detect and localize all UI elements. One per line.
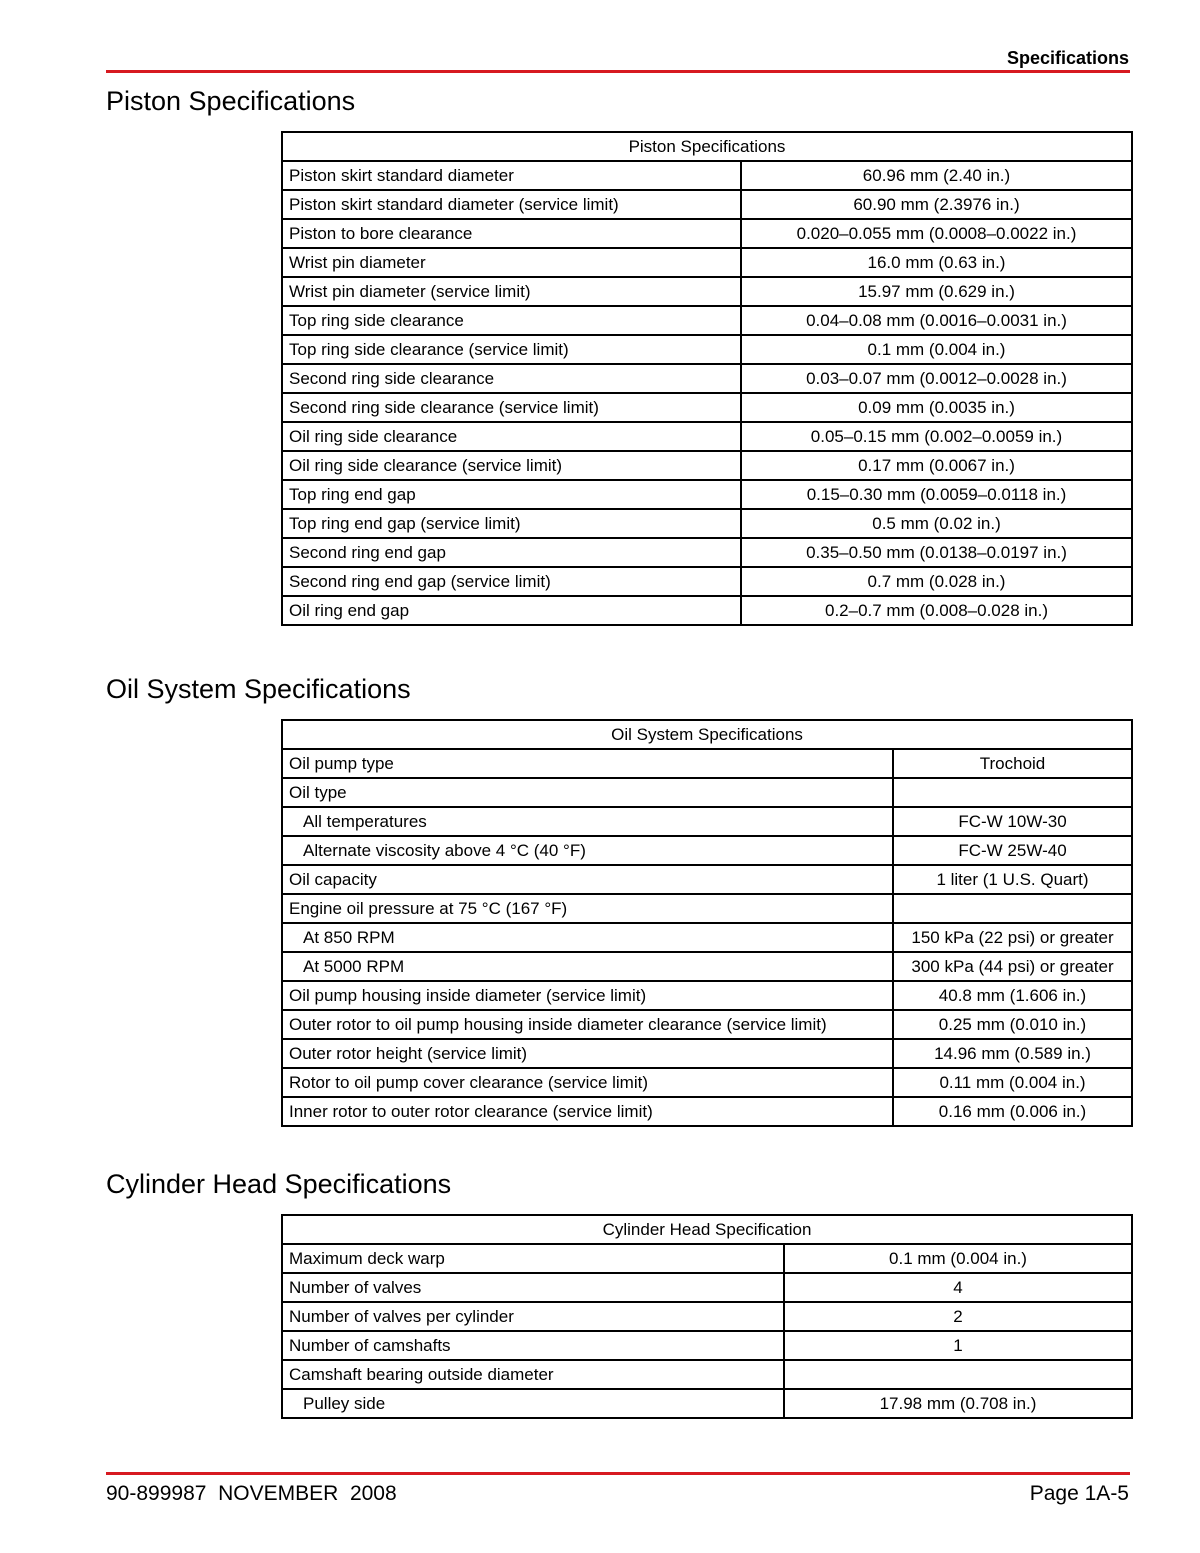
table-row [282, 422, 1132, 451]
spec-label: Maximum deck warp [282, 1244, 784, 1273]
table-row [282, 1010, 1132, 1039]
spec-label: Number of valves [282, 1273, 784, 1302]
spec-value: 0.15–0.30 mm (0.0059–0.0118 in.) [741, 480, 1132, 509]
table-row [282, 306, 1132, 335]
table-row [282, 807, 1132, 836]
spec-label: Camshaft bearing outside diameter [282, 1360, 784, 1389]
spec-value: 0.16 mm (0.006 in.) [893, 1097, 1132, 1126]
spec-value: 0.1 mm (0.004 in.) [784, 1244, 1132, 1273]
spec-value: 0.03–0.07 mm (0.0012–0.0028 in.) [741, 364, 1132, 393]
table-row [282, 161, 1132, 190]
table-row [282, 923, 1132, 952]
oil-system-spec-table [281, 719, 1133, 1127]
spec-label: Wrist pin diameter (service limit) [282, 277, 741, 306]
table-row [282, 1039, 1132, 1068]
table-row [282, 1068, 1132, 1097]
spec-label: Second ring end gap [282, 538, 741, 567]
table-header-row [282, 1215, 1132, 1244]
spec-value: 0.05–0.15 mm (0.002–0.0059 in.) [741, 422, 1132, 451]
spec-value: 2 [784, 1302, 1132, 1331]
spec-label: Oil pump housing inside diameter (service limit) [282, 981, 893, 1010]
spec-label: Pulley side [282, 1389, 784, 1418]
spec-label: Number of camshafts [282, 1331, 784, 1360]
spec-label: Oil pump type [282, 749, 893, 778]
table-row [282, 277, 1132, 306]
spec-value: 15.97 mm (0.629 in.) [741, 277, 1132, 306]
table-header-row [282, 720, 1132, 749]
spec-label: Top ring side clearance [282, 306, 741, 335]
spec-value: 150 kPa (22 psi) or greater [893, 923, 1132, 952]
table-row [282, 778, 1132, 807]
spec-label: All temperatures [282, 807, 893, 836]
spec-value: 1 [784, 1331, 1132, 1360]
table-header-row [282, 132, 1132, 161]
table-row [282, 1360, 1132, 1389]
table-row [282, 1302, 1132, 1331]
section-title-oil-system: Oil System Specifications [106, 674, 411, 704]
spec-label: Second ring side clearance (service limit) [282, 393, 741, 422]
spec-label: Outer rotor to oil pump housing inside diameter clearance (service limit) [282, 1010, 893, 1039]
table-header: Cylinder Head Specification [282, 1215, 1132, 1244]
spec-value [784, 1360, 1132, 1389]
table-row [282, 480, 1132, 509]
header-rule [106, 70, 1130, 73]
table-row [282, 567, 1132, 596]
spec-label: At 5000 RPM [282, 952, 893, 981]
spec-value: 0.09 mm (0.0035 in.) [741, 393, 1132, 422]
spec-value: 0.04–0.08 mm (0.0016–0.0031 in.) [741, 306, 1132, 335]
footer-rule [106, 1472, 1130, 1475]
spec-value: Trochoid [893, 749, 1132, 778]
spec-value: FC-W 10W-30 [893, 807, 1132, 836]
spec-label: Oil capacity [282, 865, 893, 894]
cylinder-head-spec-table [281, 1214, 1133, 1419]
table-row [282, 219, 1132, 248]
footer-page-number: Page 1A-5 [1029, 1482, 1129, 1505]
table-row [282, 1244, 1132, 1273]
spec-label: Inner rotor to outer rotor clearance (service limit) [282, 1097, 893, 1126]
spec-value: 0.020–0.055 mm (0.0008–0.0022 in.) [741, 219, 1132, 248]
spec-value: 17.98 mm (0.708 in.) [784, 1389, 1132, 1418]
spec-label: Oil ring end gap [282, 596, 741, 625]
section-title-piston: Piston Specifications [106, 86, 356, 116]
table-row [282, 836, 1132, 865]
spec-label: Rotor to oil pump cover clearance (service limit) [282, 1068, 893, 1097]
spec-value: 60.90 mm (2.3976 in.) [741, 190, 1132, 219]
spec-label: Alternate viscosity above 4 °C (40 °F) [282, 836, 893, 865]
spec-value: 0.5 mm (0.02 in.) [741, 509, 1132, 538]
spec-value: 16.0 mm (0.63 in.) [741, 248, 1132, 277]
spec-value: 0.7 mm (0.028 in.) [741, 567, 1132, 596]
table-row [282, 749, 1132, 778]
table-row [282, 451, 1132, 480]
spec-label: Wrist pin diameter [282, 248, 741, 277]
spec-value [893, 778, 1132, 807]
spec-value: 0.17 mm (0.0067 in.) [741, 451, 1132, 480]
spec-value: 0.11 mm (0.004 in.) [893, 1068, 1132, 1097]
spec-label: Top ring end gap [282, 480, 741, 509]
table-row [282, 981, 1132, 1010]
table-row [282, 1331, 1132, 1360]
spec-label: Oil ring side clearance (service limit) [282, 451, 741, 480]
spec-label: Piston skirt standard diameter (service limit) [282, 190, 741, 219]
running-header: Specifications [1006, 48, 1129, 68]
spec-label: Piston to bore clearance [282, 219, 741, 248]
table-header: Piston Specifications [282, 132, 1132, 161]
table-row [282, 335, 1132, 364]
spec-value: FC-W 25W-40 [893, 836, 1132, 865]
spec-value: 0.35–0.50 mm (0.0138–0.0197 in.) [741, 538, 1132, 567]
spec-label: Oil type [282, 778, 893, 807]
spec-value [893, 894, 1132, 923]
spec-value: 60.96 mm (2.40 in.) [741, 161, 1132, 190]
spec-label: Second ring end gap (service limit) [282, 567, 741, 596]
spec-value: 0.25 mm (0.010 in.) [893, 1010, 1132, 1039]
spec-label: Top ring side clearance (service limit) [282, 335, 741, 364]
table-header: Oil System Specifications [282, 720, 1132, 749]
table-row [282, 509, 1132, 538]
table-row [282, 865, 1132, 894]
table-row [282, 364, 1132, 393]
table-row [282, 1097, 1132, 1126]
spec-value: 0.2–0.7 mm (0.008–0.028 in.) [741, 596, 1132, 625]
spec-label: Engine oil pressure at 75 °C (167 °F) [282, 894, 893, 923]
spec-label: Piston skirt standard diameter [282, 161, 741, 190]
spec-label: Second ring side clearance [282, 364, 741, 393]
spec-value: 0.1 mm (0.004 in.) [741, 335, 1132, 364]
table-row [282, 248, 1132, 277]
table-row [282, 952, 1132, 981]
spec-value: 4 [784, 1273, 1132, 1302]
spec-value: 40.8 mm (1.606 in.) [893, 981, 1132, 1010]
spec-label: Outer rotor height (service limit) [282, 1039, 893, 1068]
spec-label: Number of valves per cylinder [282, 1302, 784, 1331]
footer-doc-id: 90-899987 NOVEMBER 2008 [106, 1482, 397, 1505]
piston-spec-table [281, 131, 1133, 626]
spec-value: 300 kPa (44 psi) or greater [893, 952, 1132, 981]
table-row [282, 894, 1132, 923]
spec-value: 1 liter (1 U.S. Quart) [893, 865, 1132, 894]
table-row [282, 596, 1132, 625]
spec-label: Top ring end gap (service limit) [282, 509, 741, 538]
spec-value: 14.96 mm (0.589 in.) [893, 1039, 1132, 1068]
table-row [282, 190, 1132, 219]
spec-label: Oil ring side clearance [282, 422, 741, 451]
section-title-cylinder-head: Cylinder Head Specifications [106, 1169, 452, 1199]
table-row [282, 1389, 1132, 1418]
table-row [282, 393, 1132, 422]
table-row [282, 538, 1132, 567]
table-row [282, 1273, 1132, 1302]
spec-label: At 850 RPM [282, 923, 893, 952]
